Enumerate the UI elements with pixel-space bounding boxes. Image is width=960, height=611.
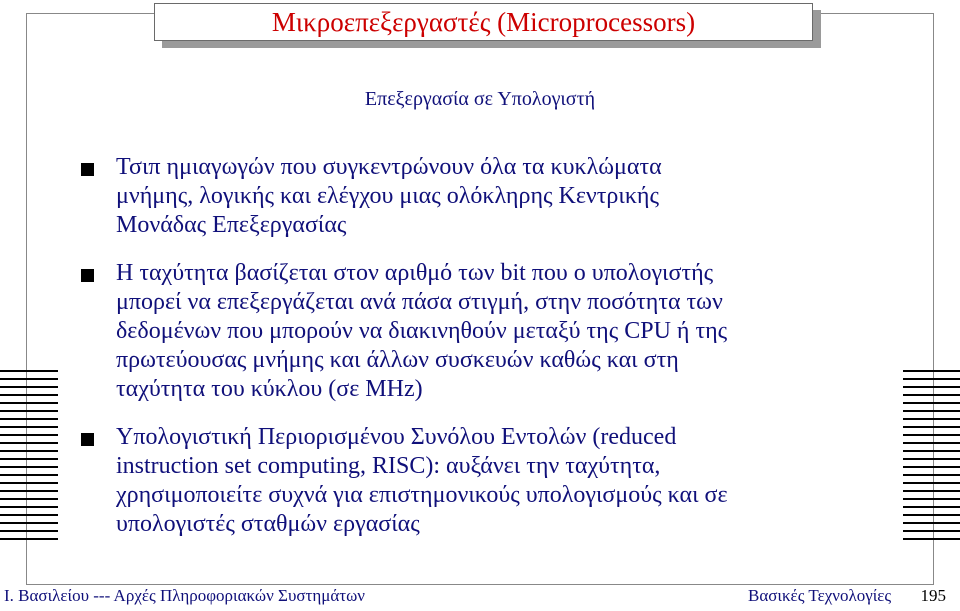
bullet-line: Μονάδας Επεξεργασίας	[116, 212, 347, 238]
footer-author-course: Ι. Βασιλείου --- Αρχές Πληροφοριακών Συστημάτων	[4, 586, 365, 605]
slide-subtitle: Επεξεργασία σε Υπολογιστή	[364, 88, 596, 110]
bullet-line: ταχύτητα του κύκλου (σε MHz)	[116, 376, 423, 402]
footer-divider	[26, 584, 934, 585]
bullet-line: Η ταχύτητα βασίζεται στον αριθμό των bit που ο υπολογιστής	[116, 260, 714, 286]
square-bullet-icon	[81, 269, 94, 282]
page-number: 195	[920, 586, 946, 605]
square-bullet-icon	[81, 163, 94, 176]
bullet-text	[116, 259, 896, 404]
bullet-text	[116, 423, 896, 539]
bullet-line: instruction set computing, RISC): αυξάνει την ταχύτητα,	[116, 453, 661, 479]
bullet-line: Τσιπ ημιαγωγών που συγκεντρώνουν όλα τα κυκλώματα	[116, 154, 662, 180]
slide-title: Μικροεπεξεργαστές (Microprocessors)	[271, 6, 696, 37]
bullet-line: Υπολογιστική Περιορισμένου Συνόλου Εντολών (reduced	[116, 424, 677, 450]
bullet-line: πρωτεύουσας μνήμης και άλλων συσκευών καθώς και στη	[116, 347, 679, 373]
bullet-line: χρησιμοποιείτε συχνά για επιστημονικούς υπολογισμούς και σε	[116, 482, 728, 508]
bullet-line: υπολογιστές σταθμών εργασίας	[116, 511, 420, 537]
title-box	[154, 3, 813, 41]
bullet-text	[116, 153, 896, 240]
right-edge-stripes	[903, 370, 960, 545]
square-bullet-icon	[81, 433, 94, 446]
bullet-line: μπορεί να επεξεργάζεται ανά πάσα στιγμή, στην ποσότητα των	[116, 289, 723, 315]
footer-section: Βασικές Τεχνολογίες	[748, 586, 892, 605]
bullet-line: δεδομένων που μπορούν να διακινηθούν μεταξύ της CPU ή της	[116, 318, 728, 344]
left-edge-stripes	[0, 370, 58, 545]
bullet-line: μνήμης, λογικής και ελέγχου μιας ολόκληρης Κεντρικής	[116, 183, 659, 209]
